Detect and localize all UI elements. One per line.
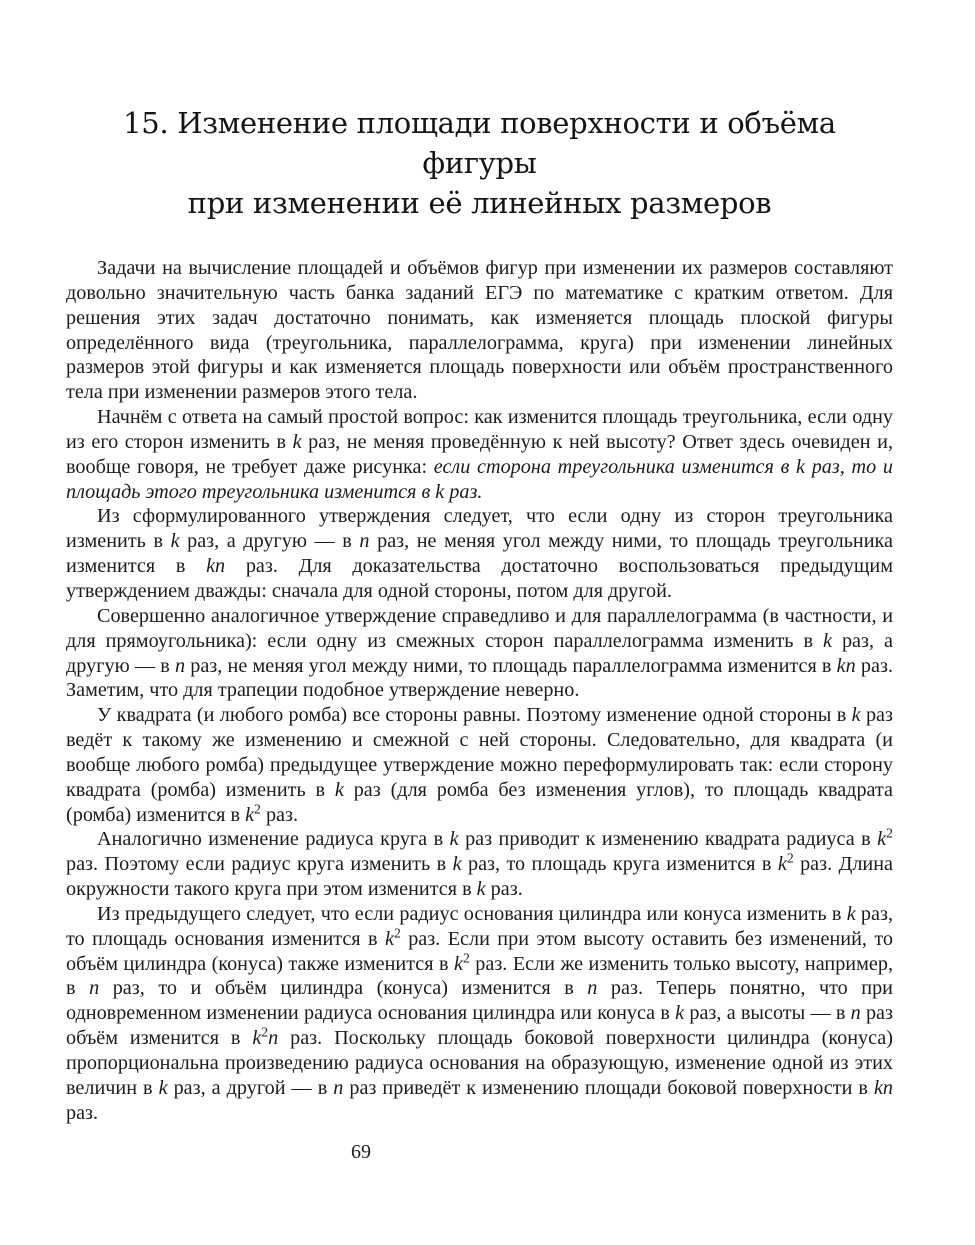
math-var: n (359, 530, 370, 553)
text-run: Из сформулированного утверждения следует, что если одну из сторон треугольника изменить в (66, 505, 893, 553)
text-run: раз. Если же изменить только высоту, например, в (66, 952, 893, 1000)
math-var: k (823, 629, 832, 652)
paragraph-5 (66, 703, 893, 827)
text-run: Начнём с ответа на самый простой вопрос: как изменится площадь треугольника, если одну из его сторон изменить в (66, 406, 893, 453)
math-var: k (453, 952, 463, 975)
math-var: k (846, 902, 856, 925)
math-var: n (850, 1002, 861, 1025)
math-var: k (158, 1076, 168, 1099)
text-run: раз. Поэтому если радиус круга изменить в (66, 853, 453, 876)
text-run: раз, не меняя проведённую к ней высоту? Ответ здесь очевиден и, вообще говоря, не требует даже рисунка: (66, 430, 893, 478)
math-var: kn (206, 555, 226, 578)
text-run: раз (для ромба без изменения углов), то площадь квадрата (ромба) изменится в (66, 778, 893, 826)
text-run: раз, то и объём цилиндра (конуса) изменится в (99, 977, 588, 1000)
math-var: n (89, 977, 100, 1000)
math-var: k (292, 430, 302, 453)
text-run: Аналогично изменение радиуса круга в (97, 828, 450, 851)
math-var: k (334, 778, 344, 801)
text-run: раз. Теперь понятно, что при одновременном изменении радиуса основания цилиндра или конуса в (66, 977, 893, 1025)
math-var: k (252, 1027, 262, 1050)
text-run: раз. Длина окружности такого круга при этом изменится в (66, 853, 893, 901)
math-var: k (449, 828, 459, 851)
text-run: раз, то площадь круга изменится в (461, 853, 778, 876)
math-var: kn (836, 654, 856, 677)
math-var: n (587, 977, 598, 1000)
text-run: раз, то площадь основания изменится в (66, 902, 894, 950)
italic-statement: если сторона треугольника изменится в k раз, то и площадь этого треугольника изменится в k раз. (66, 455, 893, 503)
paragraph-2 (66, 405, 893, 504)
text-run: Совершенно аналогичное утверждение справедливо и для параллелограмма (в частности, и для прямоугольника): если одну из смежных сторон параллелограмма изменить в (66, 604, 893, 652)
text-run: раз, а другую — в (66, 629, 893, 677)
paragraph-1: Задачи на вычисление площадей и объёмов фигур при изменении их размеров составляют довольно значительную часть банка заданий ЕГЭ по математике с кратким ответом. Для решения этих задач достаточно понимать, как изменяется площадь плоской фигуры определённого вида (треугольника, параллелограмма, круга) при изменении линейных размеров этой фигуры и как изменяется площадь поверхности или объём пространственного тела при изменении размеров этого тела. (66, 257, 893, 404)
section-heading (66, 0, 893, 223)
math-var: k (245, 803, 255, 826)
text-run: раз. Если при этом высоту оставить без изменений, то объём цилиндра (конуса) также изменится в (66, 927, 893, 975)
text-run: раз. Поскольку площадь боковой поверхности цилиндра (конуса) пропорциональна произведению радиуса основания на образующую, изменение одной из этих величин в (66, 1027, 893, 1099)
math-var: k (452, 853, 462, 876)
text-run: Из предыдущего следует, что если радиус основания цилиндра или конуса изменить в (97, 902, 847, 925)
text-run: раз, а другой — в (167, 1076, 334, 1099)
text-run: У квадрата (и любого ромба) все стороны равны. Поэтому изменение одной стороны в (97, 704, 852, 727)
text-run: раз приводит к изменению квадрата радиуса в (458, 828, 878, 851)
text-run: раз. Для доказательства достаточно воспользоваться предыдущим утверждением дважды: сначала для одной стороны, потом для другой. (66, 555, 893, 602)
exponent: 2 (786, 850, 794, 866)
exponent: 2 (886, 825, 893, 841)
math-var: k (851, 704, 861, 727)
math-var: k (384, 927, 394, 950)
text-run: раз. (260, 803, 299, 826)
exponent: 2 (261, 1024, 269, 1040)
paragraph-4 (66, 604, 893, 703)
math-var: k (170, 530, 180, 553)
paragraph-3 (66, 504, 893, 603)
book-page (66, 0, 893, 1245)
page-number: 69 (351, 1141, 371, 1163)
text-run: раз ведёт к такому же изменению и смежной с ней стороны. Следовательно, для квадрата (и вообще любого ромба) предыдущее утверждение можно переформулировать так: если сторону квадрата (ромба) изменить в (66, 704, 893, 801)
math-var: n (268, 1027, 279, 1050)
heading-line-2: при изменении её линейных размеров (187, 186, 772, 220)
math-var: k (675, 1002, 685, 1025)
exponent: 2 (254, 801, 261, 817)
paragraph-7 (66, 902, 893, 1126)
math-var: k (777, 853, 787, 876)
text-run: раз. (66, 1101, 99, 1124)
math-var: n (174, 654, 186, 677)
math-var: k (476, 878, 486, 901)
exponent: 2 (462, 950, 470, 966)
exponent: 2 (393, 925, 401, 941)
math-var: kn (873, 1076, 893, 1099)
text-run: раз. Заметим, что для трапеции подобное утверждение неверно. (66, 654, 893, 702)
text-run: раз. (485, 878, 523, 901)
text-run: раз, а высоты — в (684, 1002, 851, 1025)
math-var: n (333, 1076, 344, 1099)
text-run: раз, а другую — в (179, 530, 360, 553)
text-run: раз объём изменится в (66, 1002, 893, 1050)
text-run: раз, не меняя угол между ними, то площадь параллелограмма изменится в (185, 654, 837, 677)
text-run: раз, не меняя угол между ними, то площадь треугольника изменится в (66, 530, 893, 578)
paragraph-6 (66, 827, 893, 902)
text-run: раз приведёт к изменению площади боковой поверхности в (343, 1076, 874, 1099)
body-text (66, 256, 893, 1126)
heading-line-1: 15. Изменение площади поверхности и объёма фигуры (123, 106, 836, 180)
math-var: k (877, 828, 887, 851)
